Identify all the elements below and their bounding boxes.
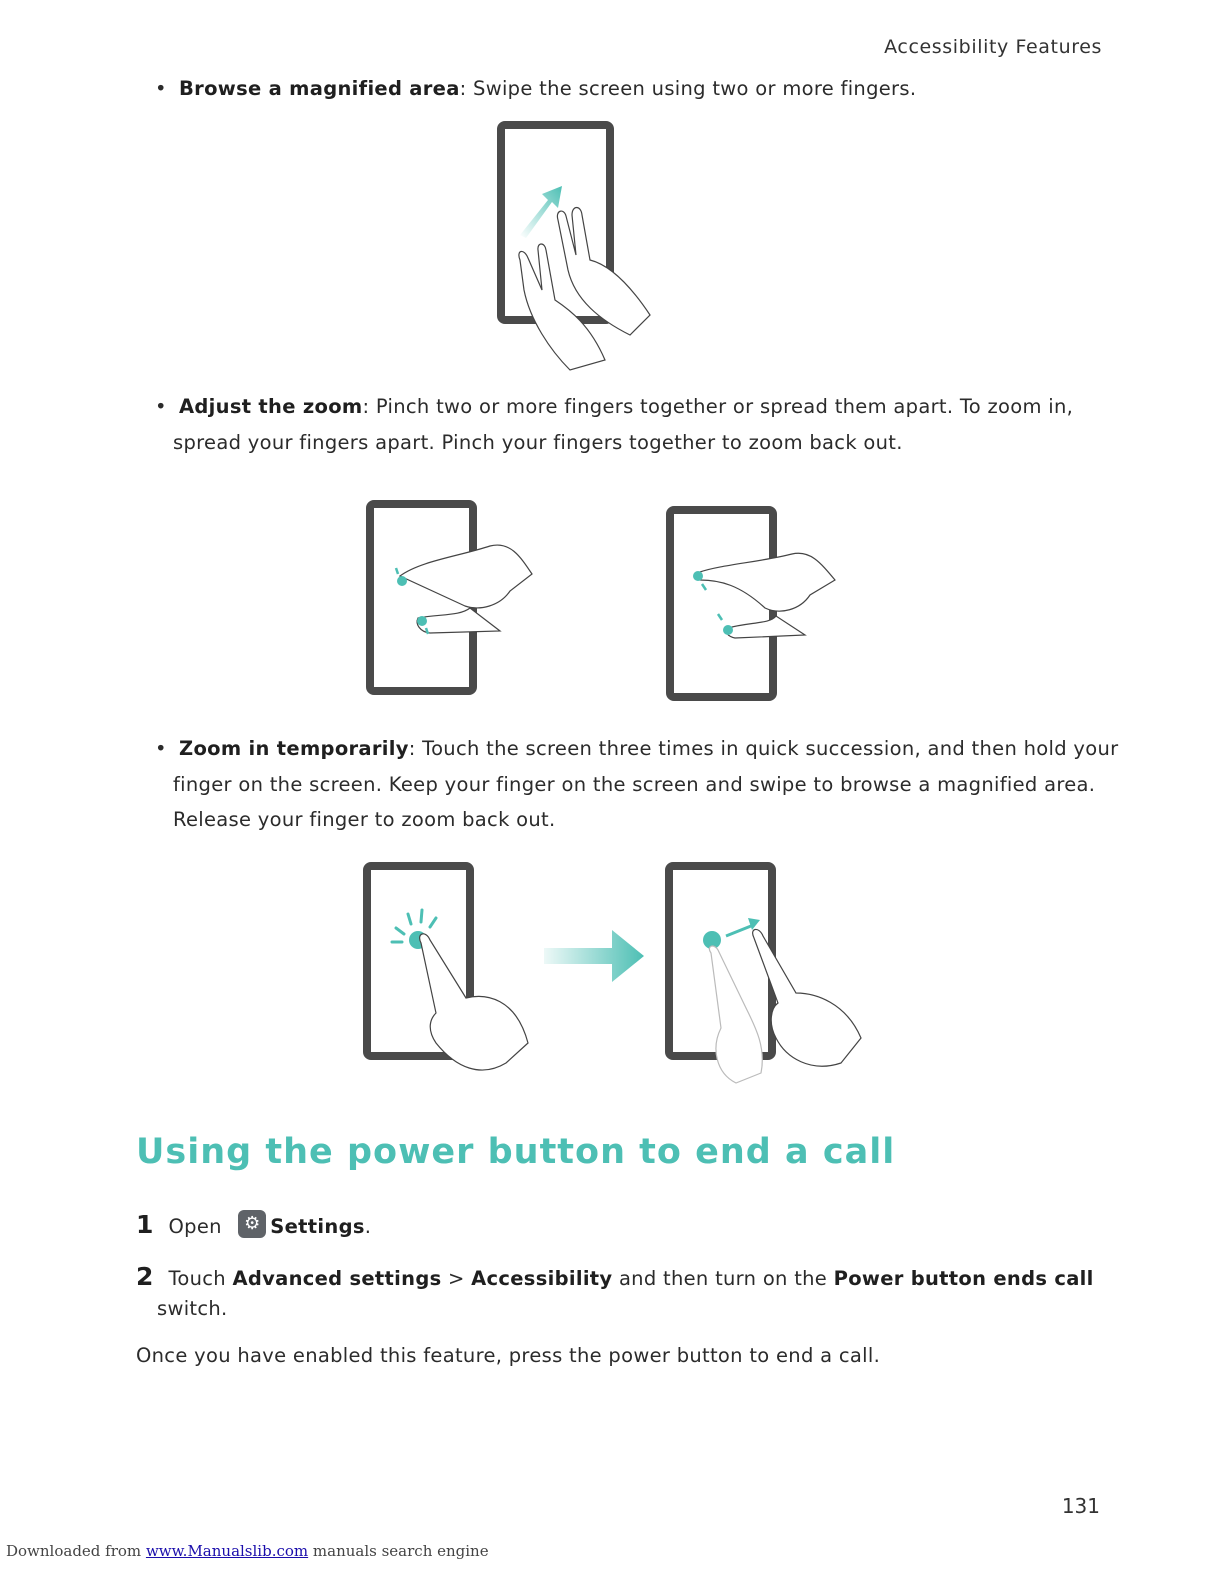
step-1 — [136, 1210, 371, 1239]
step-target: Settings — [270, 1215, 365, 1238]
bullet-text: : Swipe the screen using two or more fingers. — [459, 77, 917, 100]
swipe-illustration — [480, 120, 680, 380]
step-text: Open — [168, 1215, 222, 1238]
pinch-out-illustration — [660, 500, 840, 710]
closing-paragraph: Once you have enabled this feature, press the power button to end a call. — [136, 1344, 881, 1367]
step-number: 2 — [136, 1262, 154, 1291]
section-title: Using the power button to end a call — [136, 1132, 896, 1172]
step-suffix: . — [364, 1215, 372, 1238]
step-text: Touch — [168, 1267, 226, 1290]
bullet-text-cont: Release your finger to zoom back out. — [173, 808, 556, 831]
step-text-mid: and then turn on the — [618, 1267, 828, 1290]
footer-suffix: manuals search engine — [312, 1542, 489, 1560]
triple-tap-illustration — [356, 858, 876, 1093]
footer-prefix: Downloaded from — [6, 1542, 142, 1560]
menu-power-button-ends-call: Power button ends call — [833, 1267, 1094, 1290]
step-2 — [136, 1262, 1094, 1320]
section-header: Accessibility Features — [884, 36, 1102, 58]
menu-advanced-settings: Advanced settings — [232, 1267, 442, 1290]
bullet-dot: • — [155, 737, 167, 760]
bullet-zoom-temporarily — [155, 731, 1119, 838]
bullet-text-cont: finger on the screen. Keep your finger on the screen and swipe to browse a magnified area. — [173, 772, 1096, 796]
bullet-text: : Pinch two or more fingers together or spread them apart. To zoom in, — [362, 395, 1074, 418]
bullet-term: Adjust the zoom — [179, 395, 363, 418]
step-text-cont: switch. — [157, 1297, 228, 1320]
bullet-dot: • — [155, 77, 167, 100]
bullet-text-cont: spread your fingers apart. Pinch your fingers together to zoom back out. — [173, 430, 903, 454]
bullet-term: Zoom in temporarily — [179, 737, 409, 760]
page-number: 131 — [1061, 1494, 1100, 1518]
bullet-dot: • — [155, 395, 167, 418]
footer — [6, 1542, 489, 1560]
bullet-text: : Touch the screen three times in quick succession, and then hold your — [408, 737, 1119, 760]
bullet-term: Browse a magnified area — [179, 77, 460, 100]
step-number: 1 — [136, 1210, 154, 1239]
manualslib-link[interactable]: www.Manualslib.com — [145, 1542, 309, 1560]
pinch-in-illustration — [360, 496, 540, 706]
bullet-adjust-zoom — [155, 389, 1095, 460]
separator: > — [448, 1267, 465, 1290]
settings-gear-icon: ⚙ — [238, 1210, 266, 1238]
menu-accessibility: Accessibility — [471, 1267, 613, 1290]
bullet-browse — [155, 71, 1095, 107]
